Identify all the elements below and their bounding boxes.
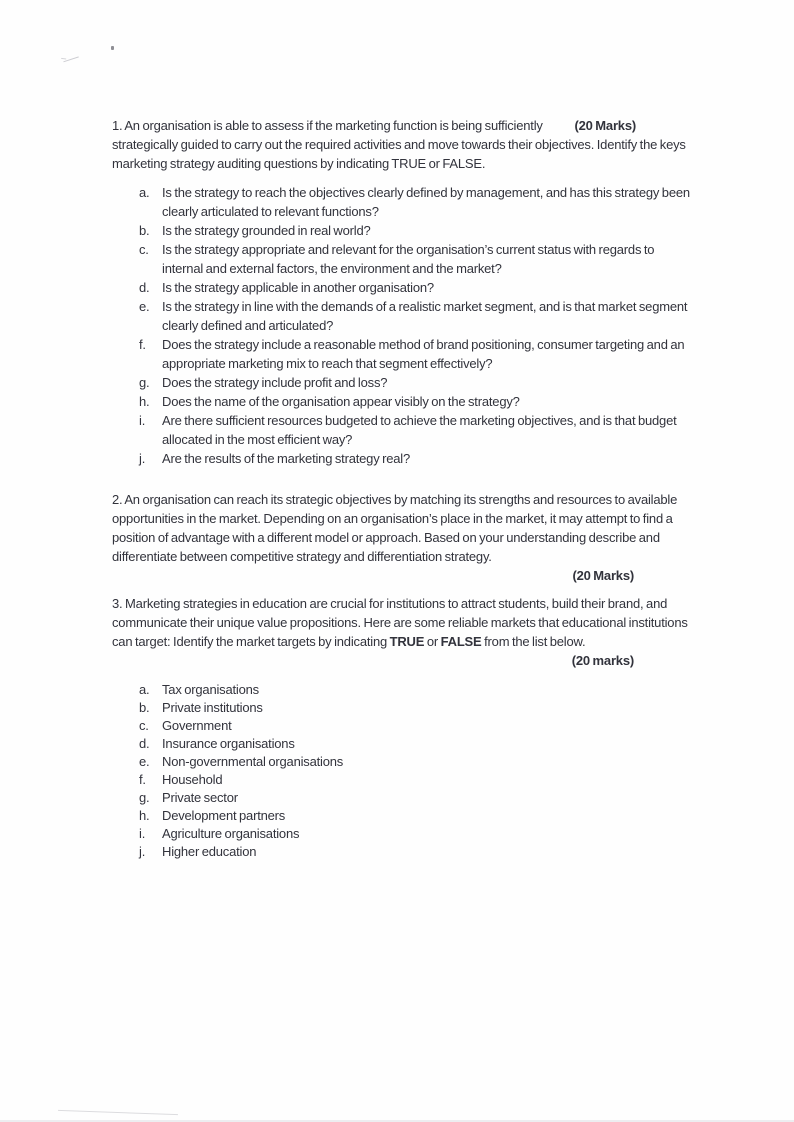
- question-3: [112, 594, 690, 861]
- item-text: Agriculture organisations: [162, 826, 300, 841]
- emphasis-text: FALSE: [440, 634, 482, 649]
- item-letter: b.: [139, 700, 150, 715]
- item-letter: f.: [139, 337, 146, 352]
- question-1: [112, 116, 690, 468]
- question-2-text: [112, 492, 677, 564]
- item-letter: a.: [139, 682, 150, 697]
- item-text: Are there sufficient resources budgeted to achieve the marketing objectives, and is that budget allocated in the most efficient way?: [162, 413, 677, 447]
- list-item: [139, 771, 690, 789]
- list-item: [139, 699, 690, 717]
- item-text: Does the name of the organisation appear visibly on the strategy?: [162, 394, 520, 409]
- item-text: Is the strategy in line with the demands of a realistic market segment, and is that market segment clearly defined and articulated?: [162, 299, 688, 333]
- question-1-intro: [112, 116, 690, 173]
- item-text: Private institutions: [162, 700, 263, 715]
- list-item: [139, 717, 690, 735]
- item-letter: b.: [139, 223, 150, 238]
- emphasis-text: TRUE: [389, 634, 425, 649]
- list-item: [139, 789, 690, 807]
- list-item: [139, 449, 690, 468]
- item-text: Is the strategy applicable in another organisation?: [162, 280, 434, 295]
- item-letter: h.: [139, 394, 150, 409]
- item-text: Development partners: [162, 808, 286, 823]
- item-text: Non-governmental organisations: [162, 754, 344, 769]
- list-item: [139, 297, 690, 335]
- item-text: Government: [162, 718, 232, 733]
- item-letter: h.: [139, 808, 150, 823]
- item-text: Are the results of the marketing strategy real?: [162, 451, 411, 466]
- list-item: [139, 373, 690, 392]
- item-text: Private sector: [162, 790, 238, 805]
- item-letter: g.: [139, 375, 150, 390]
- question-3-marks-line: [112, 651, 690, 670]
- item-text: Does the strategy include profit and loss?: [162, 375, 388, 390]
- list-item: [139, 183, 690, 221]
- question-text-segment: 3. Marketing strategies in education are crucial for institutions to attract students, build their brand, and communicate their unique value propositions. Here are some reliable markets that educational institutions can target: Identify the market targets by indicating: [112, 596, 688, 649]
- pencil-scribble-artifact: [61, 50, 79, 63]
- question-3-intro: [112, 594, 690, 651]
- item-letter: g.: [139, 790, 150, 805]
- question-3-item-list: [112, 681, 690, 861]
- question-2-marks-line: [112, 566, 690, 585]
- item-letter: d.: [139, 736, 150, 751]
- list-item: [139, 278, 690, 297]
- item-letter: e.: [139, 754, 150, 769]
- document-content: [112, 116, 690, 861]
- list-item: [139, 411, 690, 449]
- item-text: Is the strategy grounded in real world?: [162, 223, 371, 238]
- item-text: Is the strategy to reach the objectives clearly defined by management, and has this strategy been clearly articulated to relevant functions?: [162, 185, 690, 219]
- list-item: [139, 221, 690, 240]
- question-text-segment: or: [424, 634, 441, 649]
- question-3-marks: (20 marks): [571, 653, 634, 668]
- item-text: Tax organisations: [162, 682, 259, 697]
- item-letter: c.: [139, 718, 149, 733]
- scan-edge-artifact: [58, 1110, 178, 1115]
- item-letter: f.: [139, 772, 146, 787]
- list-item: [139, 681, 690, 699]
- list-item: [139, 240, 690, 278]
- item-text: Does the strategy include a reasonable method of brand positioning, consumer targeting and an appropriate marketing mix to reach that segment effectively?: [162, 337, 685, 371]
- question-2: [112, 490, 690, 585]
- question-2-marks: (20 Marks): [572, 568, 634, 583]
- question-text-segment: 1. An organisation is able to assess if the marketing function is being sufficiently strategically guided to carry out the required activities and move towards their objectives. Identify the keys marketing strategy auditing questions by indicating TRUE or FALSE.: [112, 118, 686, 171]
- item-letter: c.: [139, 242, 149, 257]
- item-text: Is the strategy appropriate and relevant for the organisation’s current status with regards to internal and external factors, the environment and the market?: [162, 242, 655, 276]
- item-text: Insurance organisations: [162, 736, 295, 751]
- item-text: Higher education: [162, 844, 257, 859]
- item-text: Household: [162, 772, 223, 787]
- question-1-item-list: [112, 183, 690, 468]
- list-item: [139, 807, 690, 825]
- item-letter: e.: [139, 299, 150, 314]
- item-letter: d.: [139, 280, 150, 295]
- list-item: [139, 392, 690, 411]
- list-item: [139, 753, 690, 771]
- list-item: [139, 843, 690, 861]
- list-item: [139, 335, 690, 373]
- list-item: [139, 735, 690, 753]
- question-1-marks: (20 Marks): [574, 118, 636, 133]
- ink-dot-artifact: [111, 46, 114, 50]
- item-letter: i.: [139, 826, 146, 841]
- item-letter: j.: [139, 451, 146, 466]
- item-letter: j.: [139, 844, 146, 859]
- question-text-segment: from the list below.: [481, 634, 586, 649]
- list-item: [139, 825, 690, 843]
- question-2-intro: [112, 490, 690, 566]
- question-text-segment: 2. An organisation can reach its strategic objectives by matching its strengths and resources to available opportunities in the market. Depending on an organisation’s place in the market, it may attempt to find a position of advantage with a different model or approach. Based on your understanding describe and differentiate between competitive strategy and differentiation strategy.: [112, 492, 678, 564]
- item-letter: a.: [139, 185, 150, 200]
- item-letter: i.: [139, 413, 146, 428]
- question-3-text: [112, 596, 688, 649]
